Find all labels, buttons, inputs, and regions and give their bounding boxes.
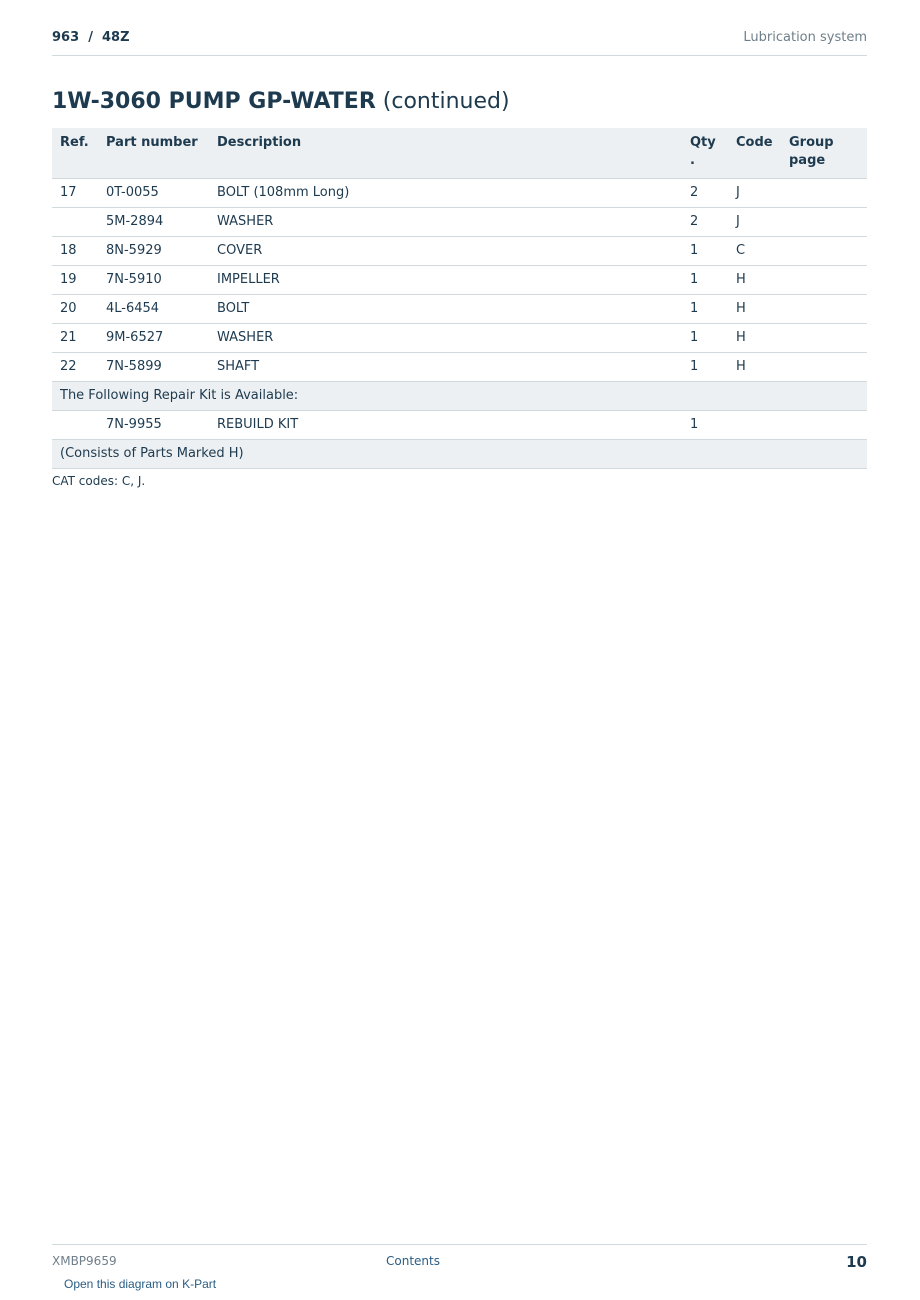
- page-header: [52, 28, 867, 56]
- cell-group-page: [781, 266, 867, 295]
- cell-qty: 1: [682, 353, 728, 382]
- cell-ref: [52, 208, 98, 237]
- cell-qty: 2: [682, 208, 728, 237]
- col-header-description: Description: [209, 128, 682, 179]
- cell-qty: 1: [682, 324, 728, 353]
- col-header-qty: Qty .: [682, 128, 728, 179]
- cell-part-number: 7N-5910: [98, 266, 209, 295]
- cell-qty: 1: [682, 266, 728, 295]
- col-header-group-page: Group page: [781, 128, 867, 179]
- parts-table: [52, 128, 867, 469]
- table-row: [52, 295, 867, 324]
- cell-group-page: [781, 237, 867, 266]
- cell-description: COVER: [209, 237, 682, 266]
- cell-part-number: 0T-0055: [98, 179, 209, 208]
- section-name: Lubrication system: [743, 30, 867, 45]
- cell-description: REBUILD KIT: [209, 411, 682, 440]
- cell-group-page: [781, 179, 867, 208]
- col-header-code: Code: [728, 128, 781, 179]
- cell-group-page: [781, 353, 867, 382]
- cell-part-number: 7N-9955: [98, 411, 209, 440]
- kit-note: The Following Repair Kit is Available:: [52, 382, 867, 411]
- contents-link[interactable]: Contents: [386, 1254, 440, 1268]
- cell-ref: 20: [52, 295, 98, 324]
- cell-group-page: [781, 208, 867, 237]
- cell-qty: 1: [682, 411, 728, 440]
- cell-description: BOLT: [209, 295, 682, 324]
- cell-code: H: [728, 295, 781, 324]
- machine-model: 963 / 48Z: [52, 30, 130, 45]
- cell-code: [728, 411, 781, 440]
- cell-group-page: [781, 411, 867, 440]
- cell-ref: 18: [52, 237, 98, 266]
- cell-part-number: 5M-2894: [98, 208, 209, 237]
- cell-part-number: 4L-6454: [98, 295, 209, 324]
- cell-qty: 1: [682, 237, 728, 266]
- cell-group-page: [781, 324, 867, 353]
- cat-codes: CAT codes: C, J.: [52, 474, 146, 488]
- cell-group-page: [781, 295, 867, 324]
- cell-code: H: [728, 266, 781, 295]
- table-row: [52, 266, 867, 295]
- cell-description: BOLT (108mm Long): [209, 179, 682, 208]
- kit-note-row: [52, 382, 867, 411]
- cell-code: H: [728, 353, 781, 382]
- page-number: 10: [846, 1253, 867, 1271]
- cell-ref: 22: [52, 353, 98, 382]
- col-header-part-number: Part number: [98, 128, 209, 179]
- cell-description: SHAFT: [209, 353, 682, 382]
- document-id: XMBP9659: [52, 1254, 117, 1268]
- cell-ref: 17: [52, 179, 98, 208]
- cell-part-number: 9M-6527: [98, 324, 209, 353]
- cell-code: C: [728, 237, 781, 266]
- table-row: [52, 324, 867, 353]
- cell-part-number: 7N-5899: [98, 353, 209, 382]
- cell-qty: 1: [682, 295, 728, 324]
- table-row: [52, 208, 867, 237]
- table-row: [52, 237, 867, 266]
- cell-ref: 19: [52, 266, 98, 295]
- cell-description: IMPELLER: [209, 266, 682, 295]
- table-row: [52, 411, 867, 440]
- table-row: [52, 179, 867, 208]
- kit-footnote: (Consists of Parts Marked H): [52, 440, 867, 469]
- cell-ref: [52, 411, 98, 440]
- page-footer: [52, 1244, 867, 1295]
- title-suffix: (continued): [382, 89, 510, 114]
- cell-code: J: [728, 179, 781, 208]
- table-header-row: [52, 128, 867, 179]
- cell-ref: 21: [52, 324, 98, 353]
- col-header-ref: Ref.: [52, 128, 98, 179]
- page-title: [52, 89, 510, 114]
- assembly-title: 1W-3060 PUMP GP-WATER: [52, 89, 376, 114]
- cell-code: H: [728, 324, 781, 353]
- cell-code: J: [728, 208, 781, 237]
- cell-description: WASHER: [209, 324, 682, 353]
- cell-qty: 2: [682, 179, 728, 208]
- cell-description: WASHER: [209, 208, 682, 237]
- kpart-link[interactable]: Open this diagram on K-Part: [64, 1277, 217, 1291]
- table-row: [52, 353, 867, 382]
- kit-footnote-row: [52, 440, 867, 469]
- cell-part-number: 8N-5929: [98, 237, 209, 266]
